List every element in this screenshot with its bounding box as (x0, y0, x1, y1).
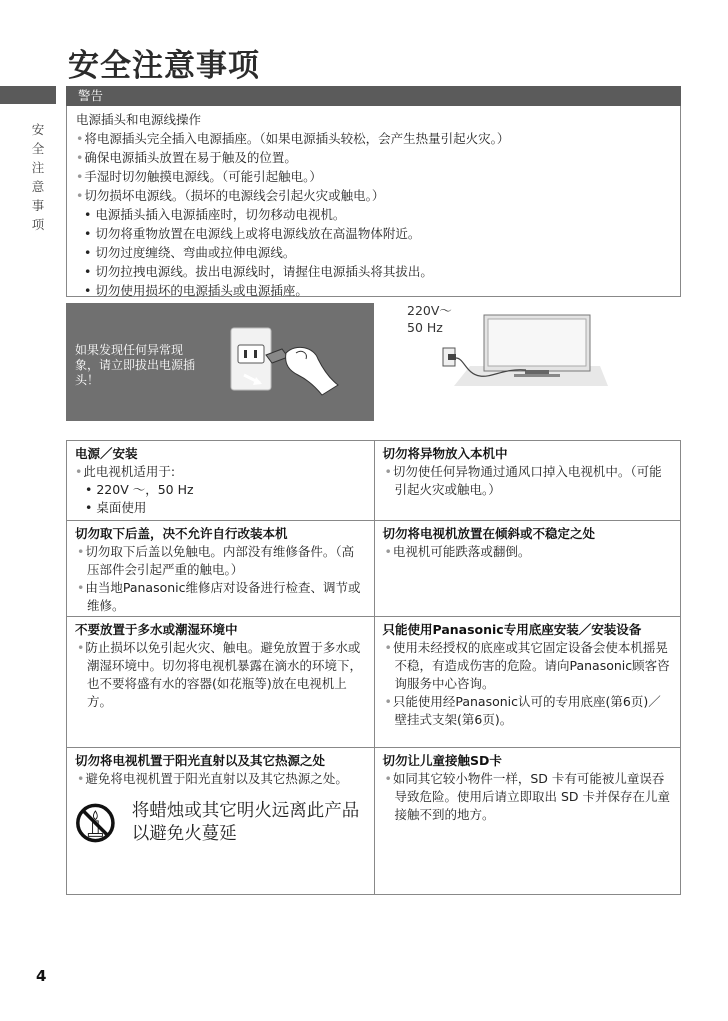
cell-bullet: •使用未经授权的底座或其它固定设备会使本机摇晃不稳，有造成伤害的危险。请向Panasonic顾客咨询服务中心咨询。 (384, 640, 670, 691)
cell-bullet: •避免将电视机置于阳光直射以及其它热源之处。 (77, 771, 348, 786)
warning-heading: 电源插头和电源线操作 (76, 112, 202, 127)
warning-bullet: •切勿损坏电源线。（损坏的电源线会引起火灾或触电。） (76, 188, 385, 203)
cell-bullet: •切勿取下后盖以免触电。内部没有维修备件。（高压部件会引起严重的触电。） (77, 544, 355, 577)
tv-outlet-illustration (440, 308, 610, 388)
warning-bullet: •确保电源插头放置在易于触及的位置。 (76, 150, 297, 165)
side-label-char: 意 (31, 179, 45, 194)
cell-title: 不要放置于多水或潮湿环境中 (75, 622, 238, 637)
page-title: 安全注意事项 (68, 48, 260, 84)
cell-title: 切勿将电视机置于阳光直射以及其它热源之处 (75, 753, 326, 768)
cell-bullet: •防止损坏以免引起火灾、触电。避免放置于多水或潮湿环境中。切勿将电视机暴露在滴水的环境下，也不要将盛有水的容器(如花瓶等)放在电视机上方。 (77, 640, 363, 709)
warning-band: 警告 (66, 86, 681, 106)
cell-title: 切勿取下后盖，决不允许自行改装本机 (75, 526, 288, 541)
side-label-char: 注 (31, 160, 45, 175)
cell-unstable-surface (374, 521, 681, 616)
unplug-panel (66, 303, 374, 421)
voltage-label: 220V～ 50 Hz (407, 303, 452, 335)
candle-warning (75, 794, 366, 852)
side-label-char: 项 (31, 217, 45, 232)
cell-bullet: •切勿使任何异物通过通风口掉入电视机中。（可能引起火灾或触电。） (384, 464, 662, 497)
cell-foreign-objects (374, 441, 681, 520)
warning-sub-bullet: • 电源插头插入电源插座时，切勿移动电视机。 (84, 207, 346, 222)
cell-bullet: •此电视机适用于: (75, 464, 176, 479)
warning-sub-bullet: • 切勿使用损坏的电源插头或电源插座。 (84, 283, 308, 298)
candle-warning-text: 将蜡烛或其它明火远离此产品以避免火蔓延 (131, 801, 360, 844)
cell-title: 切勿让儿童接触SD卡 (382, 753, 502, 768)
cell-title: 切勿将电视机放置在倾斜或不稳定之处 (382, 526, 596, 541)
warning-sub-bullet: • 切勿拉拽电源线。拔出电源线时，请握住电源插头将其拔出。 (84, 264, 433, 279)
warning-sub-bullet: • 切勿过度缠绕、弯曲或拉伸电源线。 (84, 245, 296, 260)
cell-sub-bullet: • 桌面使用 (85, 500, 147, 515)
cell-sub-bullet: • 220V ～，50 Hz (85, 482, 194, 497)
warning-sub-bullet: • 切勿将重物放置在电源线上或将电源线放在高温物体附近。 (84, 226, 421, 241)
side-tab-marker (0, 86, 56, 104)
cell-sd-card (374, 748, 681, 894)
cell-bullet: •电视机可能跌落或翻倒。 (384, 544, 531, 559)
cell-power-install (67, 441, 374, 520)
cell-sunlight (67, 748, 374, 894)
cell-back-cover (67, 521, 374, 616)
side-label-char: 事 (31, 198, 45, 213)
side-section-label (30, 120, 46, 234)
unplug-notice: 如果发现任何异常现象，请立即拔出电源插头！ (75, 343, 196, 387)
side-label-char: 全 (31, 141, 45, 156)
cell-title: 只能使用Panasonic专用底座安装／安装设备 (382, 622, 642, 637)
cell-bullet: •由当地Panasonic维修店对设备进行检查、调节或维修。 (77, 580, 361, 613)
cell-title: 电源／安装 (75, 446, 138, 461)
cell-water (67, 617, 374, 747)
warning-bullet: •手湿时切勿触摸电源线。（可能引起触电。） (76, 169, 322, 184)
cell-title: 切勿将异物放入本机中 (382, 446, 508, 461)
safety-grid (66, 440, 681, 895)
page-number: 4 (36, 967, 47, 985)
no-candle-icon (75, 794, 116, 852)
warning-bullet: •将电源插头完全插入电源插座。（如果电源插头较松，会产生热量引起火灾。） (76, 131, 510, 146)
cell-stand (374, 617, 681, 747)
side-label-char: 安 (31, 122, 45, 137)
cell-bullet: •如同其它较小物件一样，SD 卡有可能被儿童误吞导致危险。使用后请立即取出 SD 卡并保存在儿童接触不到的地方。 (384, 771, 671, 822)
cell-bullet: •只能使用经Panasonic认可的专用底座(第6页)／壁挂式支架(第6页)。 (384, 694, 661, 727)
unplug-illustration (226, 323, 366, 403)
warning-box (66, 106, 681, 297)
